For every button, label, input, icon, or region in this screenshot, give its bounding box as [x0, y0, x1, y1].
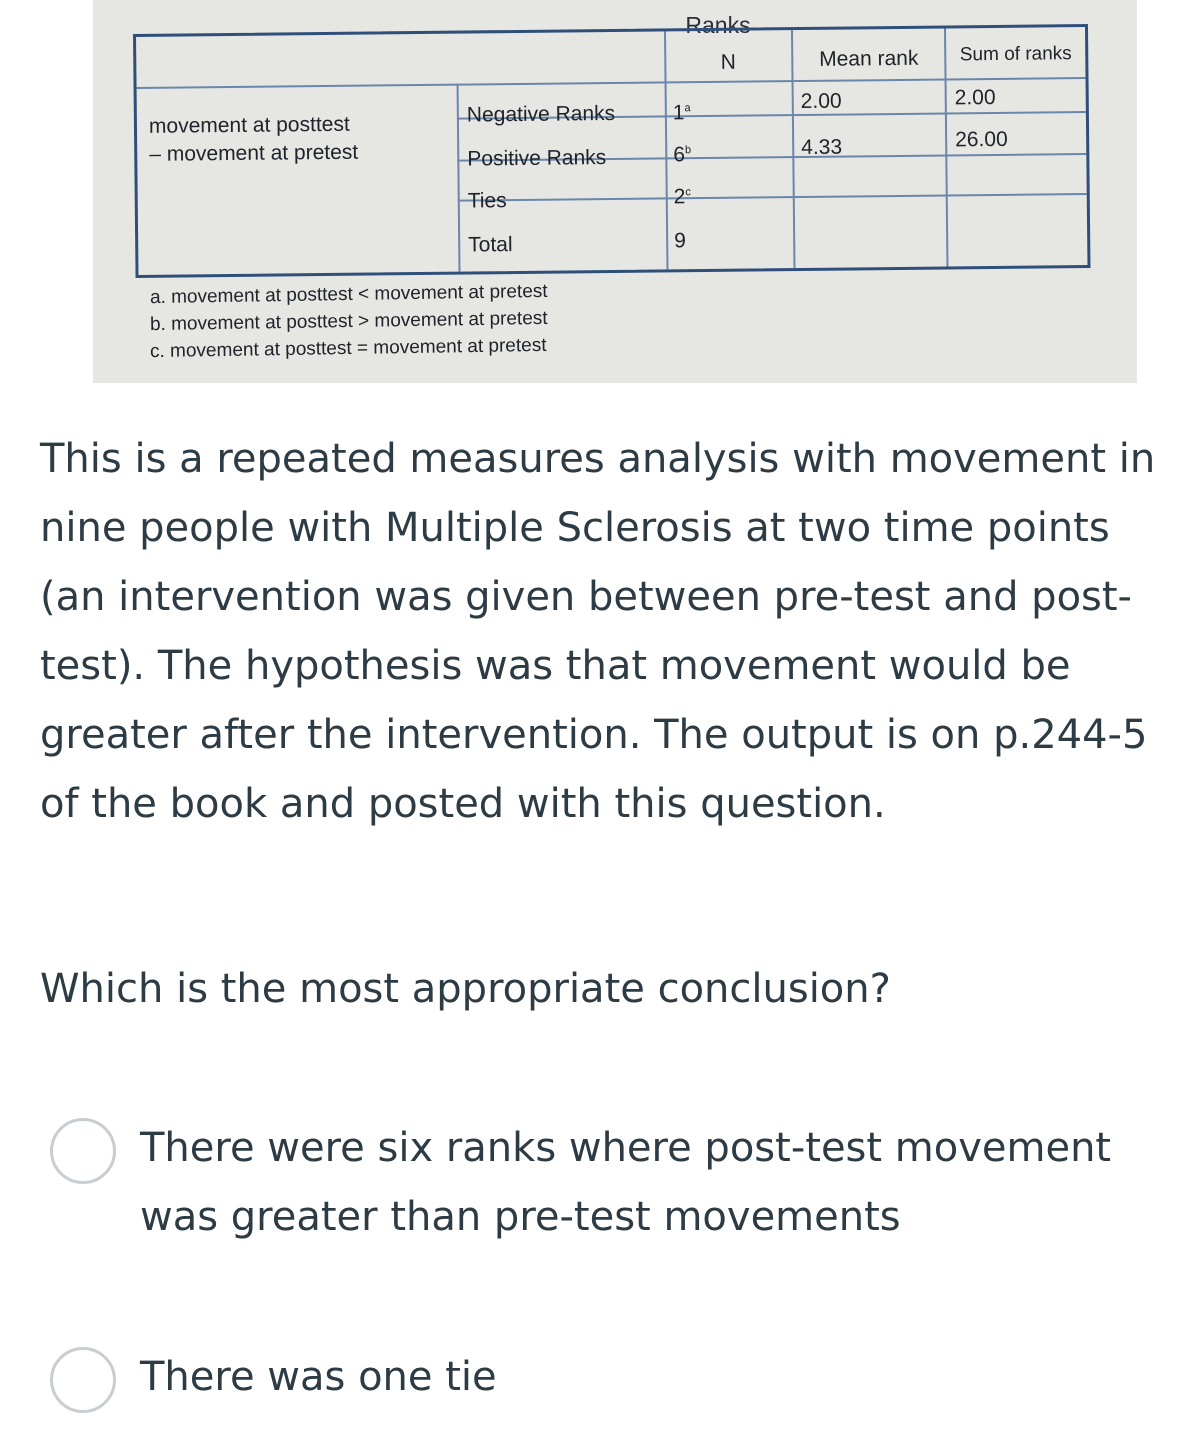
question-text: This is a repeated measures analysis with movement in nine people with Multiple Sclerosis at two time points (an intervention was given between pre-test and post-test). The hypothesis was that movement would be greater after the intervention. The output is on p.244-5 of the book and posted with this question. [40, 436, 1156, 827]
header-mean-rank: Mean rank [819, 46, 919, 71]
spss-output-photo [93, 0, 1137, 383]
row-mean-positive: 4.33 [801, 135, 843, 160]
answer-option-label: There was one tie [140, 1354, 497, 1400]
footnote-c: c. movement at posttest = movement at pretest [149, 334, 547, 363]
row-sum-positive: 26.00 [955, 127, 1008, 152]
answer-option-label: There were six ranks where post-test movement was greater than pre-test movements [140, 1125, 1112, 1240]
ranks-table [133, 24, 1091, 278]
footnote-b: b. movement at posttest > movement at pretest [149, 307, 548, 336]
variable-label-line1: movement at posttest [148, 112, 350, 138]
question-prompt: Which is the most appropriate conclusion? [40, 966, 891, 1012]
row-n-positive: 6$^b$ [673, 143, 692, 167]
variable-label-line2: – movement at pretest [149, 140, 359, 166]
row-n-total: 9 [674, 229, 687, 253]
table-title: Ranks [685, 12, 751, 38]
row-mean-negative: 2.00 [800, 89, 842, 114]
row-label-negative: Negative Ranks [466, 101, 616, 127]
row-n-ties: 2$^c$ [673, 185, 691, 209]
header-n: N [720, 50, 737, 74]
row-label-positive: Positive Ranks [467, 146, 607, 171]
header-sum-of-ranks: Sum of ranks [959, 43, 1072, 66]
footnote-a: a. movement at posttest < movement at pretest [149, 280, 548, 309]
row-n-negative: 1$^a$ [672, 101, 691, 125]
row-label-total: Total [468, 233, 513, 257]
row-sum-negative: 2.00 [954, 85, 996, 110]
radio-button[interactable] [50, 1347, 116, 1413]
radio-button[interactable] [50, 1118, 116, 1184]
row-label-ties: Ties [467, 189, 507, 213]
